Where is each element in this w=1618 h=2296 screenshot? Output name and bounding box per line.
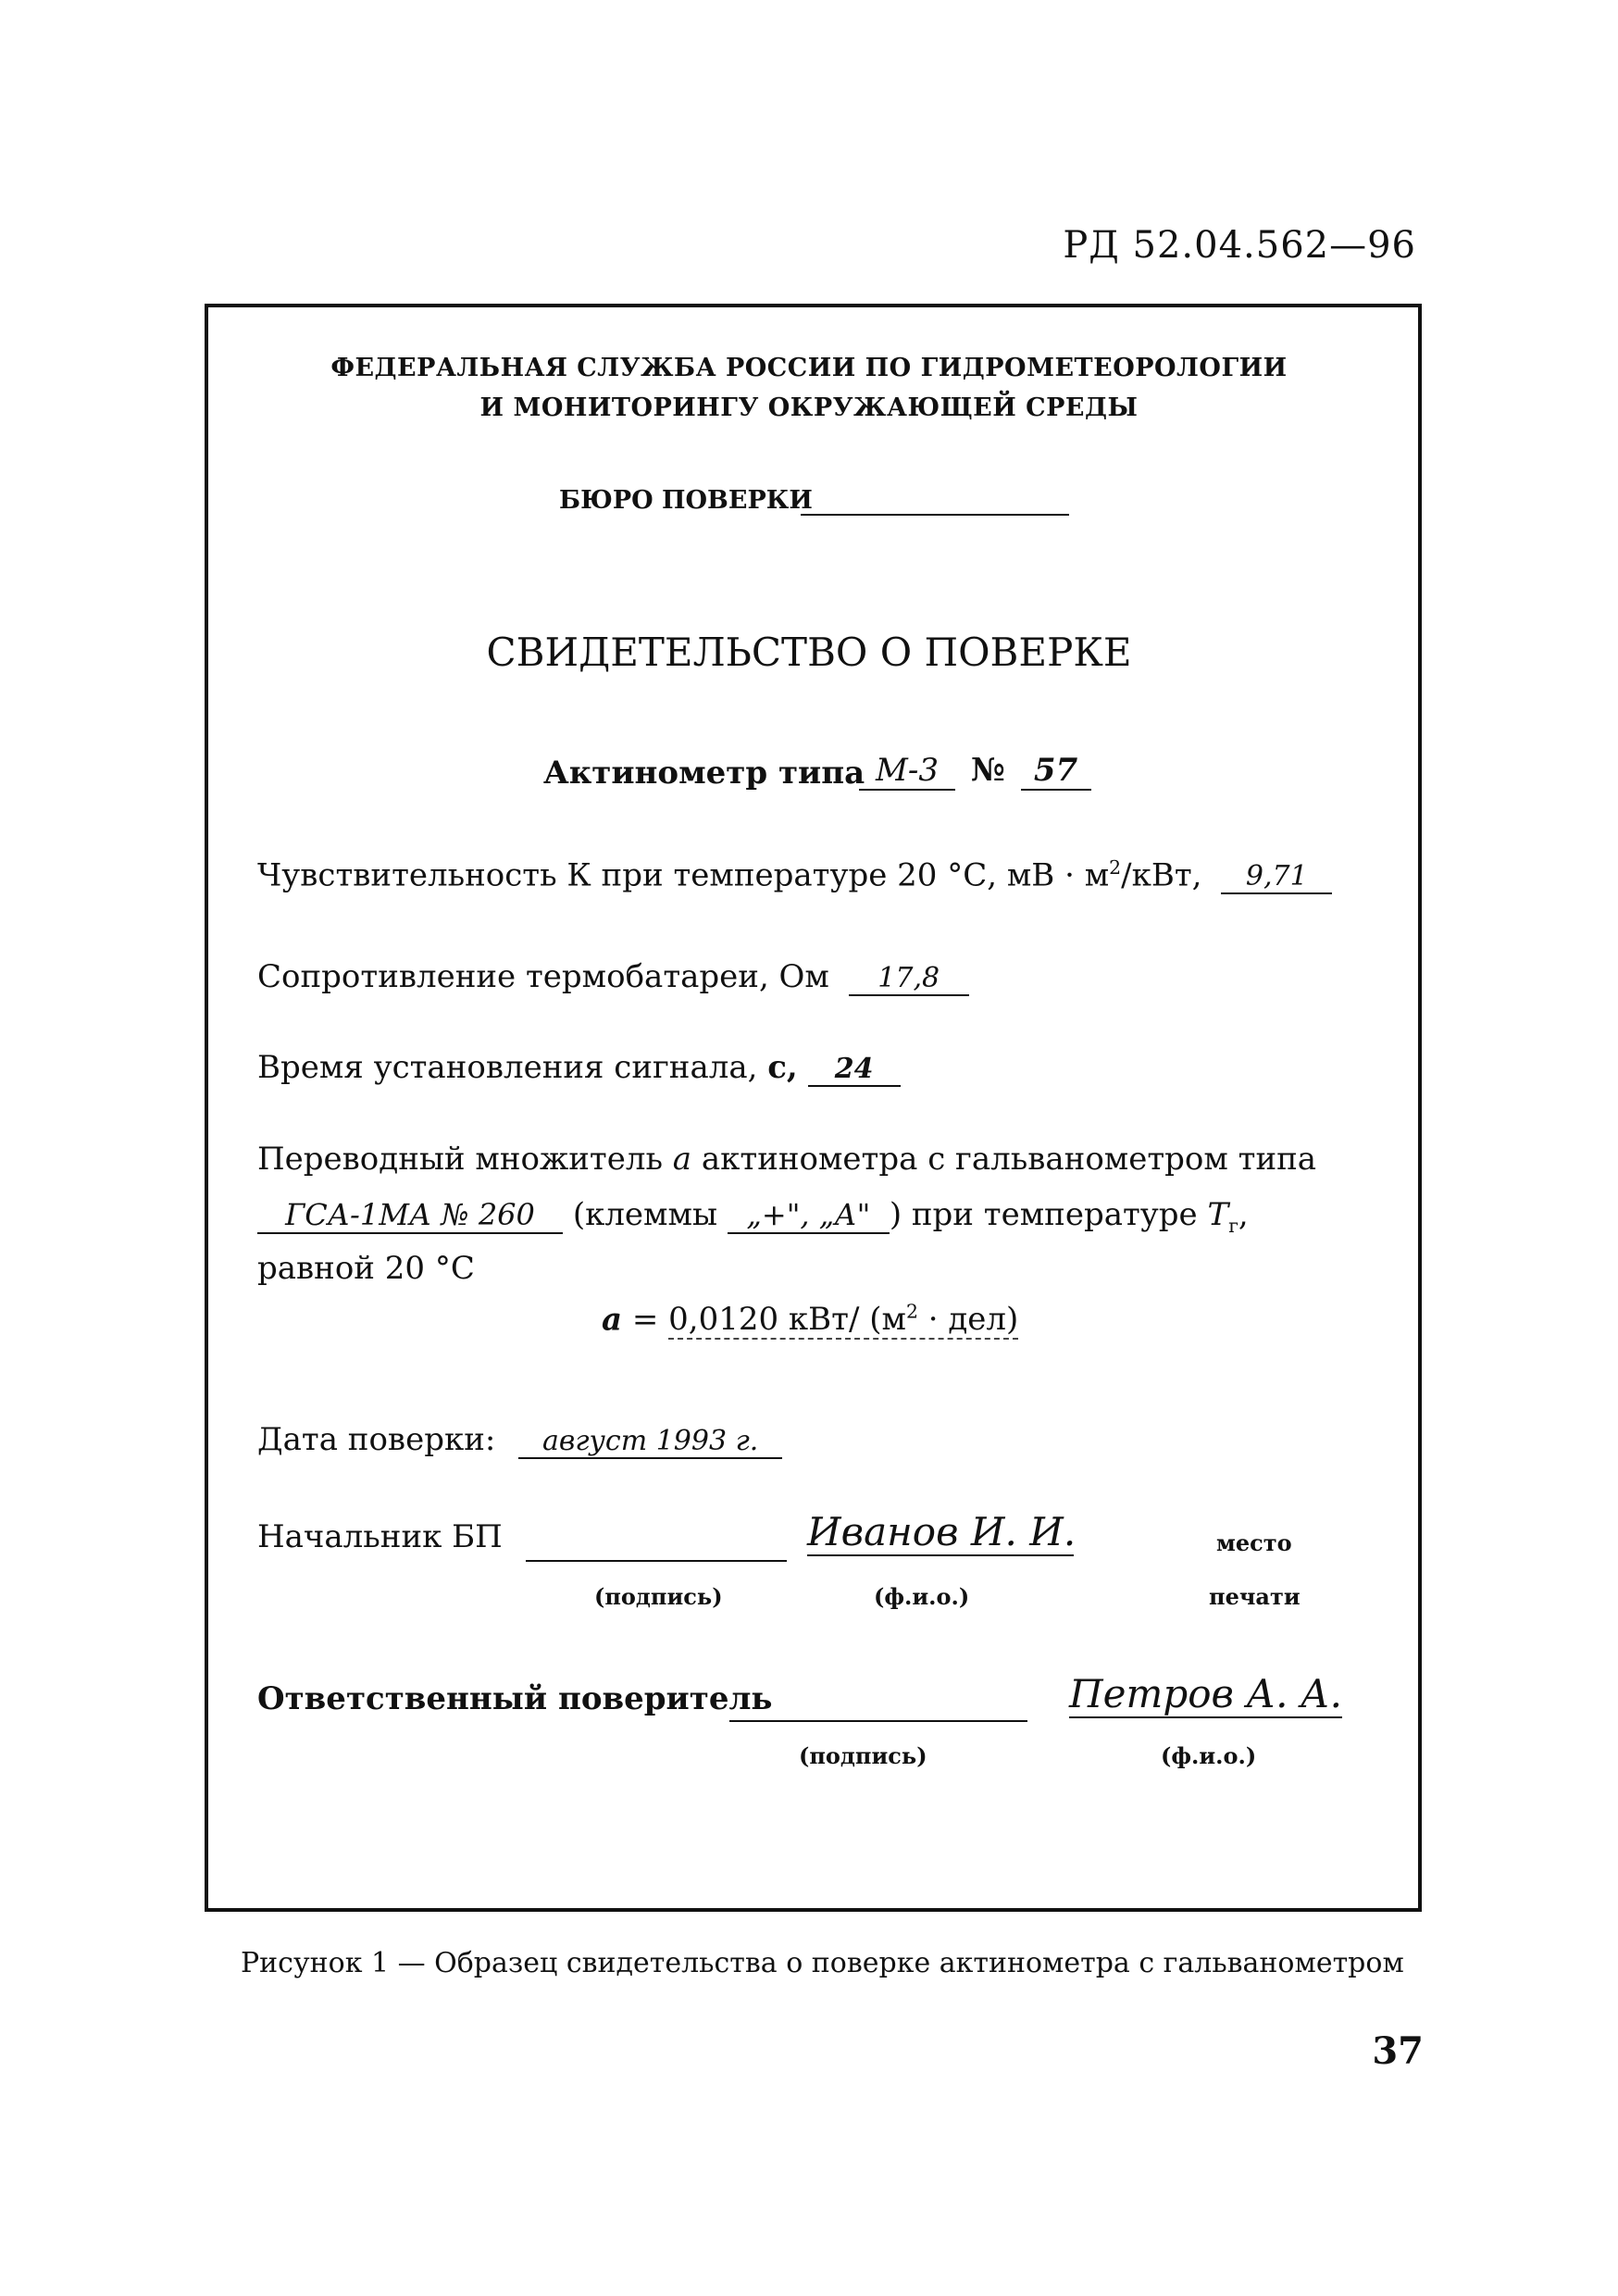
instrument-type-value: М-3 <box>859 752 955 791</box>
settle-time-value: 24 <box>808 1053 901 1087</box>
temperature-comma: , <box>1238 1196 1249 1233</box>
chief-label: Начальник БП <box>257 1518 503 1555</box>
settle-time-label: Время установления сигнала, <box>257 1049 758 1086</box>
number-sign: № <box>970 752 1005 789</box>
instrument-label: Актинометр типа <box>543 755 865 792</box>
factor-label: Переводный множитель <box>257 1141 663 1178</box>
terminals-value: „+", „А" <box>728 1197 890 1234</box>
instrument-number-value: 57 <box>1021 752 1091 791</box>
galvanometer-row <box>257 1196 1249 1237</box>
bureau-label: БЮРО ПОВЕРКИ <box>559 486 813 515</box>
verifier-name: Петров А. А. <box>1069 1671 1342 1716</box>
formula-value: 0,0120 кВт/ $(м^2 \cdot дел)$ <box>668 1301 1019 1339</box>
factor-symbol: a <box>672 1141 692 1178</box>
formula-equals: = <box>622 1301 669 1339</box>
sensitivity-label-unit: /кВт, <box>1121 856 1202 894</box>
verifier-signature-line <box>729 1720 1027 1722</box>
stamp-place-line1: место <box>1216 1529 1292 1556</box>
temperature-symbol: T <box>1207 1196 1229 1233</box>
temperature-label: ) при температуре <box>889 1196 1198 1233</box>
sensitivity-label: Чувствительность К при температуре 20 °С, мВ · м <box>257 856 1110 894</box>
settle-time-unit: с, <box>767 1049 798 1086</box>
figure-caption: Рисунок 1 — Образец свидетельства о поверке актинометра с гальванометром <box>241 1947 1404 1979</box>
factor-row <box>257 1141 1316 1178</box>
verifier-label: Ответственный поверитель <box>257 1680 773 1717</box>
agency-name-line2: И МОНИТОРИНГУ ОКРУЖАЮЩЕЙ СРЕДЫ <box>479 393 1139 422</box>
bureau-blank-line <box>801 514 1069 516</box>
date-row <box>257 1421 782 1459</box>
certificate-title: СВИДЕТЕЛЬСТВО О ПОВЕРКЕ <box>486 630 1132 675</box>
sensitivity-label-sup: 2 <box>1109 856 1122 879</box>
equal-temperature-label: равной 20 °С <box>257 1250 475 1287</box>
factor-label-rest: актинометра с гальванометром типа <box>701 1141 1317 1178</box>
sensitivity-value: 9,71 <box>1221 860 1332 894</box>
resistance-label: Сопротивление термобатареи, Ом <box>257 958 829 995</box>
resistance-value: 17,8 <box>849 962 969 996</box>
chief-name-caption: (ф.и.о.) <box>874 1583 970 1610</box>
formula-symbol: a <box>602 1301 623 1339</box>
date-label: Дата поверки: <box>257 1421 496 1458</box>
chief-signature-caption: (подпись) <box>594 1583 723 1610</box>
agency-name-line1: ФЕДЕРАЛЬНАЯ СЛУЖБА РОССИИ ПО ГИДРОМЕТЕОРОЛОГИИ <box>330 354 1288 382</box>
sensitivity-row <box>257 856 1332 894</box>
formula <box>602 1301 1018 1338</box>
chief-signature-line <box>526 1560 787 1562</box>
temperature-symbol-sub: г <box>1228 1214 1238 1237</box>
settle-time-row <box>257 1049 901 1087</box>
document-code: РД 52.04.562—96 <box>1063 224 1416 267</box>
date-value: август 1993 г. <box>518 1425 782 1459</box>
terminals-label: (клеммы <box>572 1196 717 1233</box>
verifier-signature-caption: (подпись) <box>799 1742 927 1769</box>
verifier-name-caption: (ф.и.о.) <box>1161 1742 1257 1769</box>
resistance-row <box>257 958 969 996</box>
page-number: 37 <box>1372 2029 1424 2073</box>
stamp-place-line2: печати <box>1209 1583 1301 1610</box>
galvanometer-value: ГСА-1МА № 260 <box>257 1197 563 1234</box>
chief-name: Иванов И. И. <box>807 1509 1077 1554</box>
